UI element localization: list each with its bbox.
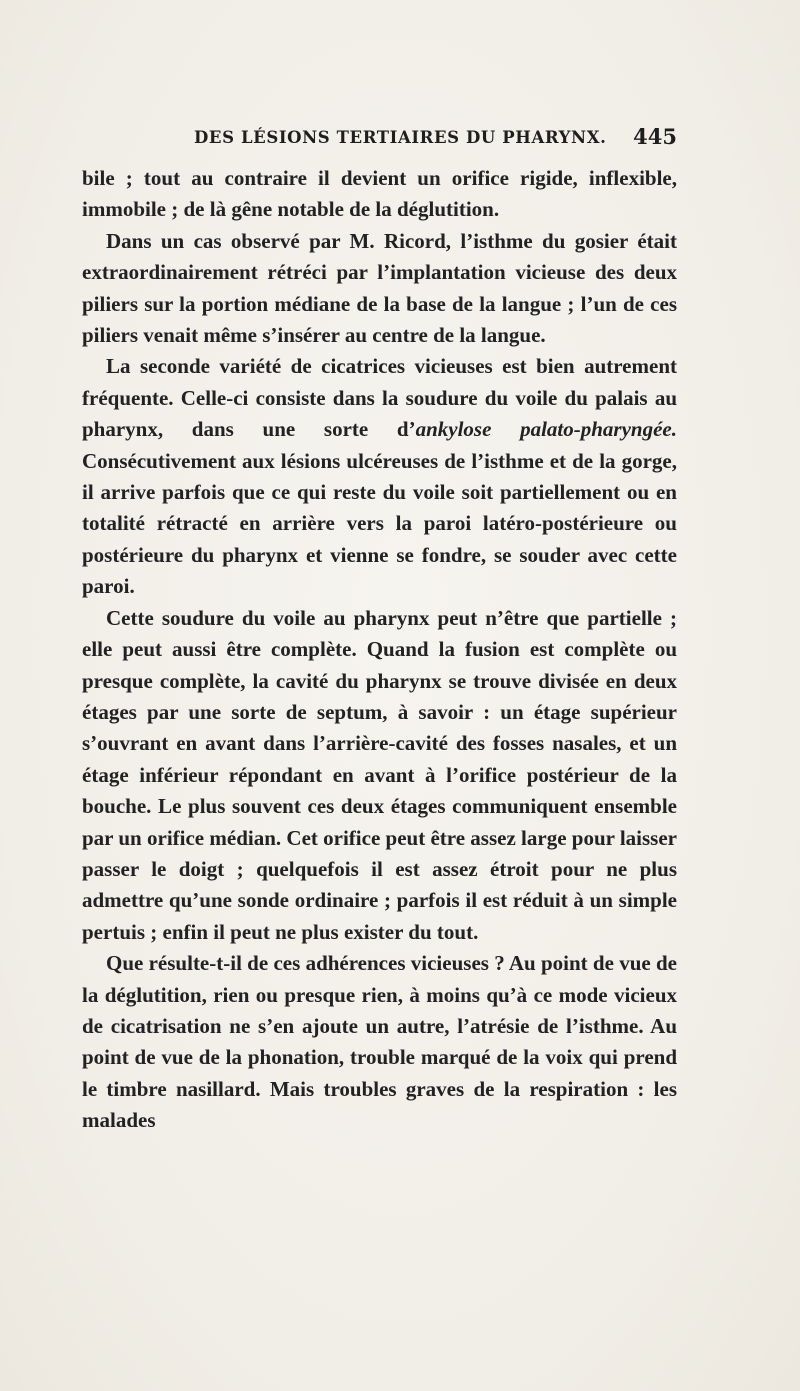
page-body-text bbox=[82, 163, 677, 1137]
paragraph-2: Dans un cas observé par M. Ricord, l’isthme du gosier était extraordinairement rétréci par l’implantation vicieuse des deux piliers sur la portion médiane de la base de la langue ; l’un de ces piliers venait même s’insérer au centre de la langue. bbox=[82, 228, 677, 348]
page-header bbox=[82, 124, 677, 154]
paragraph-3-italic-term: ankylose palato-pharyngée. bbox=[415, 417, 677, 442]
paragraph-1: bile ; tout au contraire il devient un orifice rigide, inflexible, immobile ; de là gêne notable de la déglutition. bbox=[82, 166, 677, 222]
paragraph-5: Que résulte-t-il de ces adhérences vicieuses ? Au point de vue de la déglutition, rien ou presque rien, à moins qu’à ce mode vicieux de cicatrisation ne s’en ajoute un autre, l’atrésie de l’isthme. Au point de vue de la phonation, trouble marqué de la voix qui prend le timbre nasillard. Mais troubles graves de la respiration : les malades bbox=[82, 951, 677, 1133]
running-title: DES LÉSIONS TERTIAIRES DU PHARYNX. bbox=[194, 128, 607, 147]
page-number: 445 bbox=[633, 124, 677, 149]
paragraph-4: Cette soudure du voile au pharynx peut n’être que partielle ; elle peut aussi être complète. Quand la fusion est complète ou presque complète, la cavité du pharynx se trouve divisée en deux étages par une sorte de septum, à savoir : un étage supérieur s’ouvrant en avant dans l’arrière-cavité des fosses nasales, et un étage inférieur répondant en avant à l’orifice postérieur de la bouche. Le plus souvent ces deux étages communiquent ensemble par un orifice médian. Cet orifice peut être assez large pour laisser passer le doigt ; quelquefois il est assez étroit pour ne plus admettre qu’une sonde ordinaire ; parfois il est réduit à un simple pertuis ; enfin il peut ne plus exister du tout. bbox=[82, 605, 677, 944]
paragraph-3 bbox=[82, 351, 677, 602]
paragraph-3-end: Consécutivement aux lésions ulcéreuses de l’isthme et de la gorge, il arrive parfois que ce qui reste du voile soit partiellement ou en totalité rétracté en arrière vers la paroi latéro-postérieure ou postérieure du pharynx et vienne se fondre, se souder avec cette paroi. bbox=[82, 448, 677, 599]
paragraph-3-start: La seconde variété de cicatrices vicieuses est bien autrement fréquente. Celle-ci consiste dans la soudure du voile du palais au pharynx, dans une sorte d’ bbox=[82, 354, 677, 442]
